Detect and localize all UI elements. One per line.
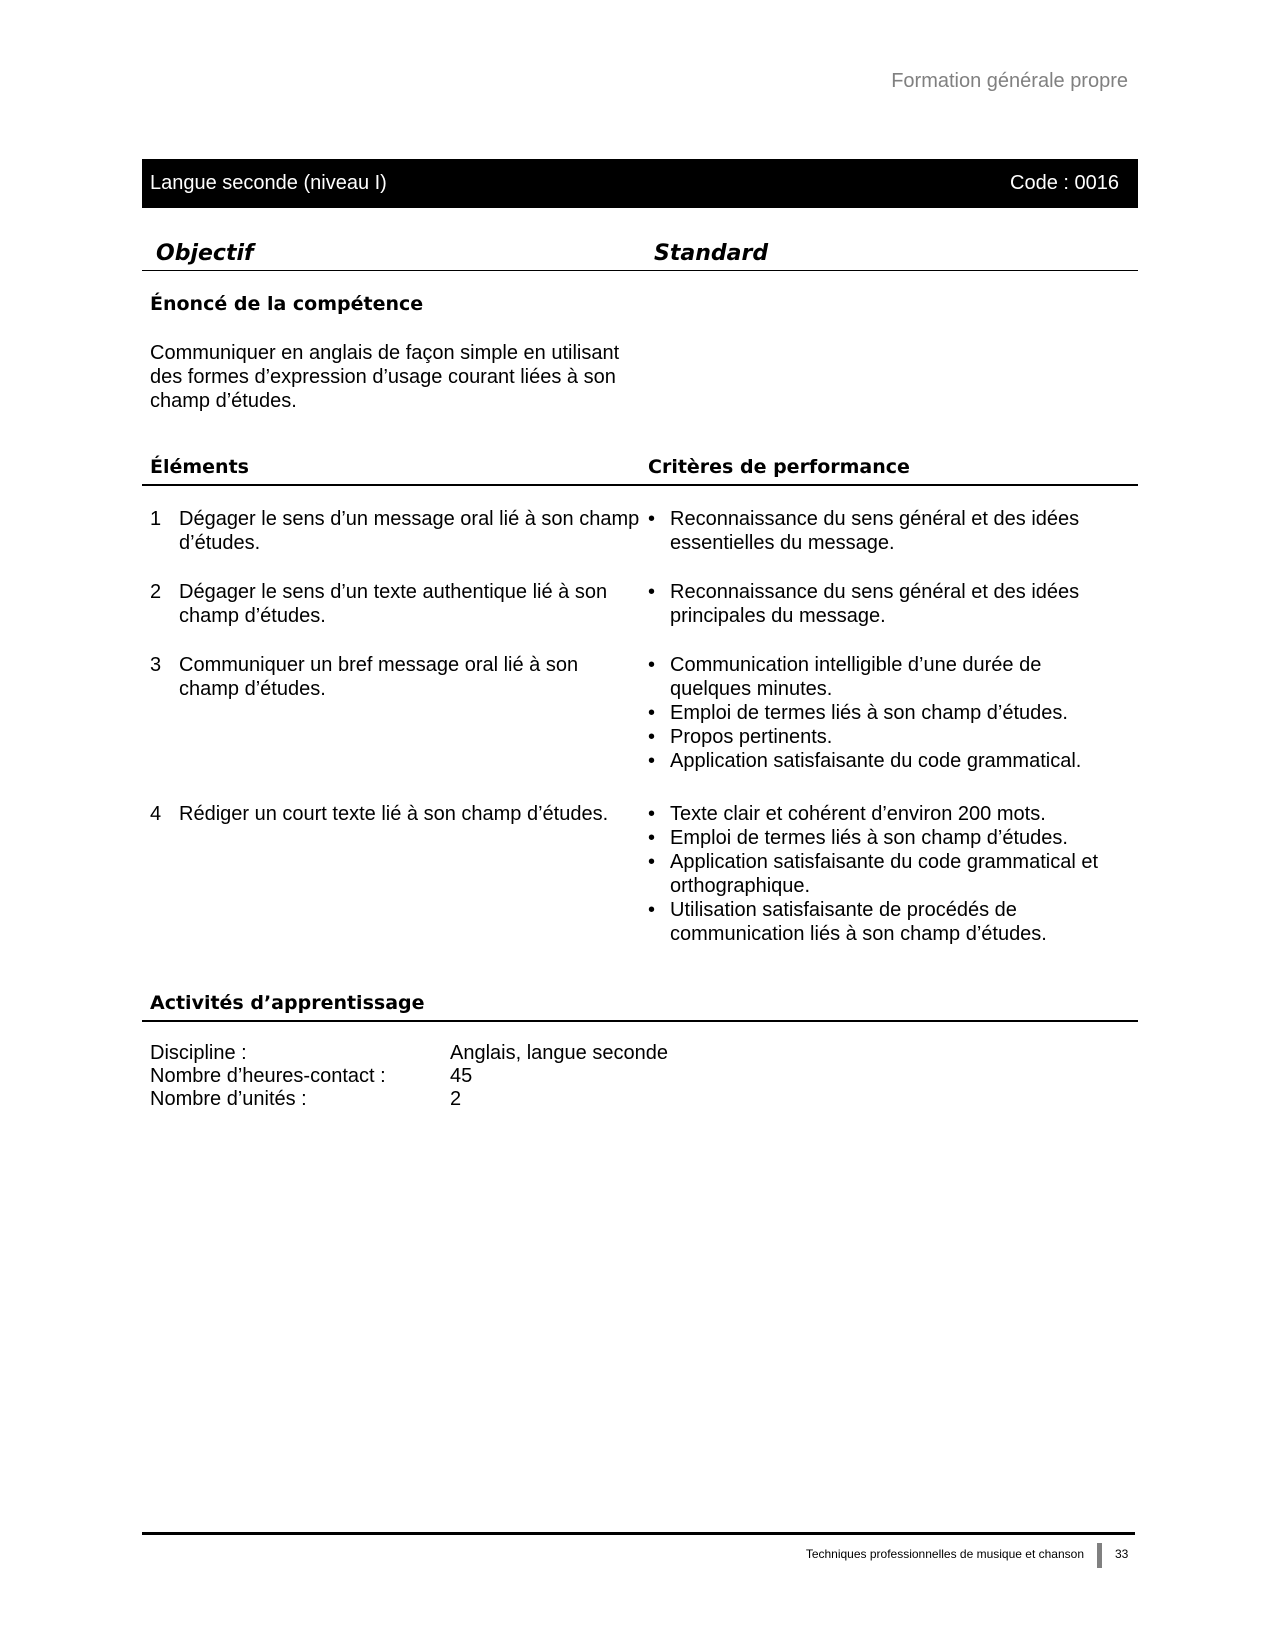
activites-heading: Activités d’apprentissage <box>150 992 425 1014</box>
element-text: Dégager le sens d’un texte authentique lié à son champ d’études. <box>179 581 608 627</box>
footer-rule <box>142 1532 1135 1535</box>
element-number: 4 <box>150 803 162 825</box>
activites-header <box>142 986 1138 1022</box>
criterion-item: • Communication intelligible d’une durée de quelques minutes. <box>648 654 1042 700</box>
info-key: Nombre d’unités : <box>150 1088 307 1110</box>
bullet-icon: • <box>648 702 656 724</box>
bullet-icon: • <box>648 581 656 603</box>
criterion-item: • Reconnaissance du sens général et des idées principales du message. <box>648 581 1080 627</box>
bullet-icon: • <box>648 851 656 873</box>
enonce-text: Communiquer en anglais de façon simple en utilisant des formes d’expression d’usage courant liées à son champ d’études. <box>150 342 620 412</box>
criteria-list <box>648 580 1128 628</box>
criterion-item: • Reconnaissance du sens général et des idées essentielles du message. <box>648 508 1080 554</box>
objectif-heading: Objectif <box>156 241 254 266</box>
element-number: 1 <box>150 508 162 530</box>
bullet-icon: • <box>648 654 656 676</box>
info-row <box>150 1088 750 1111</box>
info-key: Nombre d’heures-contact : <box>150 1065 386 1087</box>
criteres-heading: Critères de performance <box>648 456 910 478</box>
criterion-item: • Emploi de termes liés à son champ d’études. <box>648 827 1068 849</box>
footer-separator <box>1097 1543 1102 1568</box>
info-value: 45 <box>450 1065 473 1087</box>
course-code: Code : 0016 <box>1010 172 1119 194</box>
element-number: 3 <box>150 654 162 676</box>
info-row <box>150 1042 750 1065</box>
info-value: Anglais, langue seconde <box>450 1042 668 1064</box>
criteria-list <box>648 507 1128 555</box>
criterion-item: • Texte clair et cohérent d’environ 200 mots. <box>648 803 1046 825</box>
bullet-icon: • <box>648 803 656 825</box>
activites-info <box>150 1042 750 1111</box>
element-text: Dégager le sens d’un message oral lié à son champ d’études. <box>179 508 640 554</box>
course-title: Langue seconde (niveau I) <box>150 172 387 194</box>
bullet-icon: • <box>648 827 656 849</box>
criteria-list <box>648 802 1128 946</box>
criterion-item: • Emploi de termes liés à son champ d’études. <box>648 702 1068 724</box>
page-number: 33 <box>1115 1547 1129 1561</box>
elements-header <box>142 452 1138 486</box>
info-key: Discipline : <box>150 1042 247 1064</box>
criterion-item: • Application satisfaisante du code grammatical et orthographique. <box>648 851 1099 897</box>
info-row <box>150 1065 750 1088</box>
info-value: 2 <box>450 1088 462 1110</box>
bullet-icon: • <box>648 508 656 530</box>
objective-standard-header <box>142 238 1138 271</box>
running-head: Formation générale propre <box>891 70 1128 92</box>
course-title-bar <box>142 159 1138 208</box>
criterion-item: • Application satisfaisante du code grammatical. <box>648 750 1082 772</box>
element-text: Communiquer un bref message oral lié à son champ d’études. <box>179 654 579 700</box>
criterion-item: • Propos pertinents. <box>648 726 833 748</box>
enonce-label: Énoncé de la compétence <box>150 293 424 315</box>
standard-heading: Standard <box>654 241 769 266</box>
criterion-item: • Utilisation satisfaisante de procédés de communication liés à son champ d’études. <box>648 899 1047 945</box>
criteria-list <box>648 653 1128 773</box>
bullet-icon: • <box>648 899 656 921</box>
elements-heading: Éléments <box>150 456 249 478</box>
footer-title: Techniques professionnelles de musique et chanson <box>805 1547 1084 1561</box>
bullet-icon: • <box>648 750 656 772</box>
element-number: 2 <box>150 581 162 603</box>
element-text: Rédiger un court texte lié à son champ d’études. <box>179 803 609 825</box>
bullet-icon: • <box>648 726 656 748</box>
